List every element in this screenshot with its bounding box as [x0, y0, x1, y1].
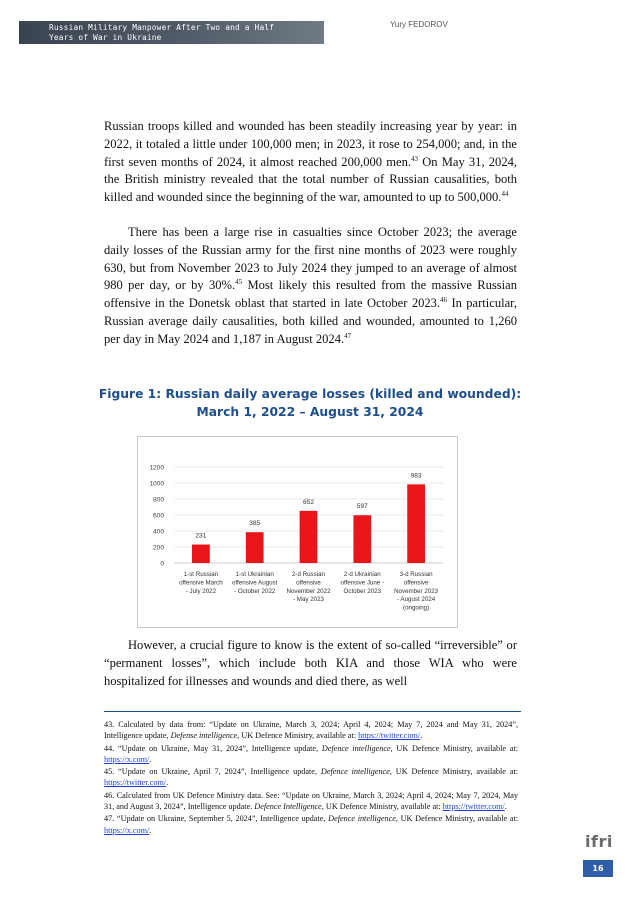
page-number: 16 — [583, 860, 613, 877]
paragraph-2-text-c: In particular, Russian average daily causalities, both killed and wounded, amounted to 1,260 per day in May 2024 and 1,187 in August 2024. — [104, 296, 517, 346]
y-tick-label: 400 — [152, 528, 164, 536]
footnote-source: Defence intelligence — [320, 767, 390, 777]
footnote-text: . — [504, 802, 507, 812]
data-label: 652 — [302, 498, 315, 506]
footnote-ref-47[interactable]: 47 — [344, 331, 352, 340]
footnote-text: . — [420, 731, 423, 741]
paragraph-1-text-b: On May 31, 2024, the British ministry revealed that the total number of Russian causalities, both killed and wounded since the beginning of the war, amounted to up to 500,000. — [104, 154, 517, 205]
category-label-line: 3-d Russian — [399, 571, 433, 578]
footnote-text: , UK Defence Ministry, available at: — [321, 802, 443, 812]
footnote-source: Defence intelligence — [321, 743, 391, 753]
footnote-link[interactable]: https://twitter.com/ — [442, 802, 505, 812]
category-label-line: November 2022 — [286, 587, 331, 595]
footnote-text: . — [166, 778, 169, 788]
figure-title-line2: March 1, 2022 – August 31, 2024 — [196, 405, 424, 419]
paragraph-1 — [104, 118, 517, 207]
category-label-line: offensive — [403, 579, 429, 587]
category-label-line: - May 2023 — [293, 596, 324, 604]
category-label-line: offensive August — [232, 579, 278, 587]
footnote-text: , UK Defence Ministry, available at: — [237, 731, 359, 741]
footnote-45 — [104, 766, 518, 789]
footnote-text: , UK Defence Ministry, available at: — [395, 814, 518, 824]
paragraph-2 — [104, 224, 517, 349]
bar — [353, 515, 371, 563]
footnote-text: , UK Defence Ministry, available at: — [390, 743, 519, 753]
data-label: 231 — [195, 532, 207, 540]
bar-chart-svg — [138, 437, 459, 629]
data-label: 385 — [249, 520, 261, 528]
footnotes — [104, 719, 518, 837]
bar — [192, 545, 210, 563]
category-label — [394, 571, 439, 612]
category-label — [286, 571, 331, 603]
y-tick-label: 600 — [152, 512, 164, 520]
category-label — [179, 571, 223, 595]
footnote-text: . — [149, 754, 152, 764]
category-label-line: offensive — [296, 579, 321, 587]
category-label-line: - July 2022 — [185, 587, 217, 595]
footnote-text: 45. “Update on Ukraine, April 7, 2024”, Intelligence update, — [104, 767, 321, 777]
footnote-text: 47. “Update on Ukraine, September 5, 2024”, Intelligence update, — [104, 814, 329, 824]
bar-chart — [137, 436, 458, 628]
footnote-source: Defense intelligence — [170, 731, 238, 741]
paragraph-2-text-a: There has been a large rise in casualties since October 2023; the average daily losses of the Russian army for the first nine months of 2023 were roughly 630, but from November 2023 to July 2024 they jumped to an average of almost 980 per day, or by 30%. — [104, 225, 517, 293]
category-label — [232, 571, 278, 595]
footnote-link[interactable]: https://x.com/ — [104, 754, 150, 764]
data-label: 597 — [356, 503, 368, 511]
category-label-line: November 2023 — [394, 587, 439, 595]
category-label-line: (ongoing) — [403, 604, 430, 612]
y-tick-label: 800 — [152, 496, 164, 504]
bar — [246, 532, 264, 563]
footnote-text: , UK Defence Ministry, available at: — [389, 767, 519, 777]
footnote-43 — [104, 719, 518, 742]
footnote-text: 44. “Update on Ukraine, May 31, 2024”, Intelligence update, — [104, 743, 322, 753]
data-label: 983 — [410, 472, 422, 480]
footnote-46 — [104, 790, 518, 813]
y-tick-label: 1000 — [149, 480, 164, 488]
paragraph-3: However, a crucial figure to know is the extent of so-called “irreversible” or “permanent losses”, which include both KIA and those WIA who were hospitalized for illnesses and wounds and died there, as well — [104, 638, 517, 688]
header-author: Yury FEDOROV — [390, 20, 448, 29]
footnote-ref-44[interactable]: 44 — [501, 190, 509, 199]
y-tick-label: 0 — [160, 560, 164, 568]
figure-title-line1: Figure 1: Russian daily average losses (killed and wounded): — [98, 387, 522, 401]
y-tick-label: 1200 — [149, 464, 164, 472]
running-header-line1: Russian Military Manpower After Two and a Half — [49, 23, 275, 32]
footnote-ref-46[interactable]: 46 — [440, 296, 448, 305]
footnote-text: . — [149, 825, 152, 835]
running-header — [19, 21, 324, 44]
footnote-divider — [104, 711, 521, 712]
footnote-text: 46. Calculated from UK Defence Ministry data. See: “Update on Ukraine, March 3, 2024; April 4, 2024; May 7, 2024, May 31, and August 3, 2024”, Intelligence update. — [104, 790, 518, 812]
bar — [300, 511, 318, 563]
footnote-link[interactable]: https://twitter.com/ — [358, 731, 421, 741]
category-label-line: - August 2024 — [397, 596, 436, 604]
category-label — [341, 571, 385, 595]
category-label-line: 1-st Ukrainian — [235, 571, 274, 578]
footnote-link[interactable]: https://twitter.com/ — [104, 778, 167, 788]
ifri-logo: ifri — [585, 832, 613, 851]
category-label-line: October 2023 — [343, 587, 382, 595]
category-label-line: 2-d Russian — [291, 571, 326, 578]
category-label-line: 1-st Russian — [183, 571, 219, 578]
running-header-line2: Years of War in Ukraine — [49, 32, 162, 42]
bar — [407, 484, 425, 563]
category-label-line: - October 2022 — [234, 587, 276, 595]
footnote-source: Defence intelligence — [328, 814, 396, 824]
footnote-44 — [104, 743, 518, 766]
category-label-line: 2-d Ukrainian — [343, 571, 381, 578]
footnote-ref-43[interactable]: 43 — [411, 154, 419, 163]
footnote-ref-45[interactable]: 45 — [235, 278, 243, 287]
footnote-text: 43. Calculated by data from: “Update on Ukraine, March 3, 2024; April 4, 2024; May 7, 2024 and May 31, 2024”, Intelligence update, — [104, 720, 518, 741]
footnote-link[interactable]: https://x.com/ — [104, 825, 150, 835]
category-label-line: offensive March — [179, 579, 223, 587]
footnote-source: Defence Intelligence — [254, 802, 322, 812]
category-label-line: offensive June - — [340, 579, 385, 587]
footnote-47 — [104, 813, 518, 836]
paragraph-1-text: Russian troops killed and wounded has been steadily increasing year by year: in 2022, it totaled a little under 100,000 men; in 2023, it rose to 254,000; and, in the first seven months of 2024, it almost reached 200,000 men. — [104, 119, 517, 169]
paragraph-2-text-b: Most likely this resulted from the massive Russian offensive in the Donetsk oblast that started in late October 2023. — [104, 278, 517, 311]
figure-title — [90, 385, 530, 421]
y-tick-label: 200 — [152, 544, 164, 552]
